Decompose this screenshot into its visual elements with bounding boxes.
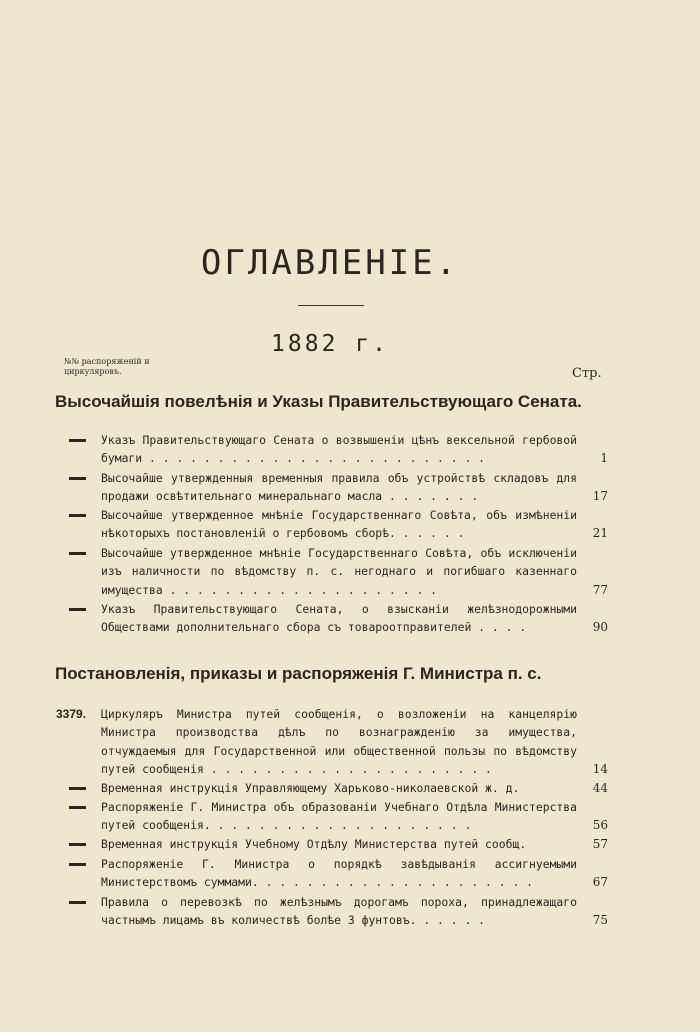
toc-entry <box>56 779 608 797</box>
toc-entry <box>56 835 608 853</box>
entry-dash <box>69 843 86 846</box>
entry-dash <box>69 787 86 790</box>
section-title: Постановленія, приказы и распоряженія Г. Министра п. с. <box>55 664 542 683</box>
entry-dash <box>69 514 86 517</box>
entry-page: 57 <box>592 837 608 851</box>
entry-page: 44 <box>592 781 608 795</box>
year-heading: 1882 г. <box>271 331 389 357</box>
entry-page: 21 <box>592 526 608 541</box>
entry-text: Циркуляръ Министра путей сообщенія, о возложеніи на канцелярію Министра производства дѣлъ по вознагражденію за имущества, отчуждаемыя для Государственной или общественной пользы по вѣдомству путей сообщенія . . . . . . . . . . . . . . . . . . . . . <box>101 707 577 776</box>
entry-page: 77 <box>592 582 608 597</box>
toc-entry <box>56 855 608 892</box>
entry-dash <box>69 608 86 611</box>
entry-text: Высочайше утвержденныя временныя правила объ устройствѣ складовъ для продажи освѣтительнаго минеральнаго масла . . . . . . . <box>101 471 577 504</box>
toc-entry <box>56 893 608 930</box>
toc-entry <box>56 705 608 778</box>
entry-page: 75 <box>592 913 608 928</box>
toc-entry <box>56 600 608 637</box>
title-divider <box>298 305 364 306</box>
page-title: ОГЛАВЛЕНІЕ. <box>200 243 460 283</box>
entry-text: Правила о перевозкѣ по желѣзнымъ дорогамъ пороха, принадлежащаго частнымъ лицамъ въ количествѣ болѣе 3 фунтовъ. . . . . . <box>101 895 577 928</box>
entry-page: 14 <box>592 761 608 776</box>
entry-text: Распоряженіе Г. Министра объ образованіи Учебнаго Отдѣла Министерства путей сообщенія. . . . . . . . . . . . . . . . . . . . <box>101 800 577 833</box>
entry-dash <box>69 863 86 866</box>
entry-text: Высочайше утвержденное мнѣніе Государственнаго Совѣта, объ исключеніи изъ наличности по вѣдомству п. с. негоднаго и погибшаго казеннаго имущества . . . . . . . . . . . . . . . . . . . . <box>101 546 577 597</box>
entry-text: Распоряженіе Г. Министра о порядкѣ завѣдыванія ассигнуемыми Министерствомъ суммами. . . . . . . . . . . . . . . . . . . . . <box>101 857 577 890</box>
entry-text: Высочайше утвержденное мнѣніе Государственнаго Совѣта, объ измѣненіи нѣкоторыхъ постановленій о гербовомъ сборѣ. . . . . . <box>101 508 577 541</box>
entry-page: 1 <box>600 451 608 466</box>
toc-entry <box>56 469 608 506</box>
entry-page: 90 <box>592 620 608 635</box>
entry-dash <box>69 901 86 904</box>
entry-text: Указъ Правительствующаго Сената о возвышеніи цѣнъ вексельной гербовой бумаги . . . . . . . . . . . . . . . . . . . . . . . . . <box>101 433 577 466</box>
entry-page: 17 <box>592 489 608 504</box>
entry-dash <box>69 439 86 442</box>
column-header-page: Стр. <box>572 366 602 381</box>
entry-dash <box>69 477 86 480</box>
toc-entry <box>56 544 608 599</box>
entry-page: 56 <box>592 818 608 833</box>
entry-page: 67 <box>592 875 608 890</box>
entry-text: Временная инструкція Управляющему Харьково-николаевской ж. д. <box>101 781 520 795</box>
entry-text: Указъ Правительствующаго Сената, о взысканіи желѣзнодорожными Обществами дополнительнаго сбора съ товароотправителей . . . . <box>101 602 577 635</box>
column-header-orders: №№ распоряженій и циркуляровъ. <box>64 357 150 376</box>
entry-number: 3379. <box>56 707 87 721</box>
entry-dash <box>69 806 86 809</box>
toc-entry <box>56 431 608 468</box>
section-title: Высочайшія повелѣнія и Указы Правительствующаго Сената. <box>55 392 582 411</box>
entry-dash <box>69 552 86 555</box>
toc-entry <box>56 506 608 543</box>
toc-entry <box>56 798 608 835</box>
entry-text: Временная инструкція Учебному Отдѣлу Министерства путей сообщ. <box>101 837 527 851</box>
